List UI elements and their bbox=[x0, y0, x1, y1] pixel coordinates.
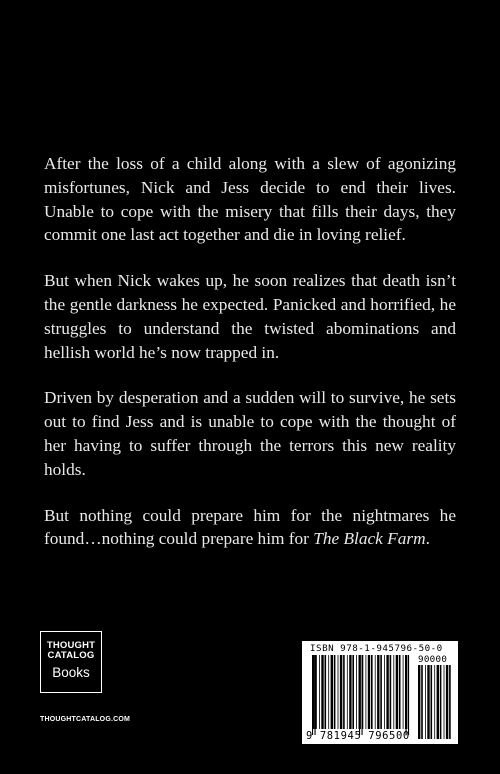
logo-line-catalog: CATALOG bbox=[47, 650, 95, 661]
back-cover-blurb bbox=[44, 152, 456, 573]
price-addon-code: 90000 bbox=[418, 654, 448, 665]
logo-line-thought: THOUGHT bbox=[46, 640, 96, 651]
blurb-paragraph-1: After the loss of a child along with a slew of agonizing misfortunes, Nick and Jess decide to end their lives. Unable to cope with the misery that fills their days, they commit one last act together and die in loving relief. bbox=[44, 154, 456, 245]
isbn-barcode bbox=[302, 641, 458, 744]
book-title-italic: The Black Farm bbox=[313, 529, 426, 549]
blurb-paragraph-2: But when Nick wakes up, he soon realizes that death isn’t the gentle darkness he expected. Panicked and horrified, he struggles to understand the twisted abominations and hellish world he’s now trapped in. bbox=[44, 271, 456, 362]
isbn-label: ISBN 978-1-945796-50-0 bbox=[310, 643, 443, 654]
publisher-website: THOUGHTCATALOG.COM bbox=[40, 716, 131, 723]
barcode-digits: 9 781945 796500 bbox=[306, 730, 410, 742]
blurb-paragraph-4-text: But nothing could prepare him for the nightmares he found…nothing could prepare him for bbox=[44, 505, 456, 549]
blurb-paragraph-3: Driven by desperation and a sudden will to survive, he sets out to find Jess and is unable to cope with the thought of her having to suffer through the terrors this new reality holds. bbox=[44, 388, 456, 479]
publisher-logo bbox=[40, 631, 102, 693]
blurb-paragraph-4 bbox=[44, 504, 456, 552]
logo-line-books: Books bbox=[52, 665, 90, 680]
blurb-paragraph-4-end: . bbox=[425, 529, 430, 549]
